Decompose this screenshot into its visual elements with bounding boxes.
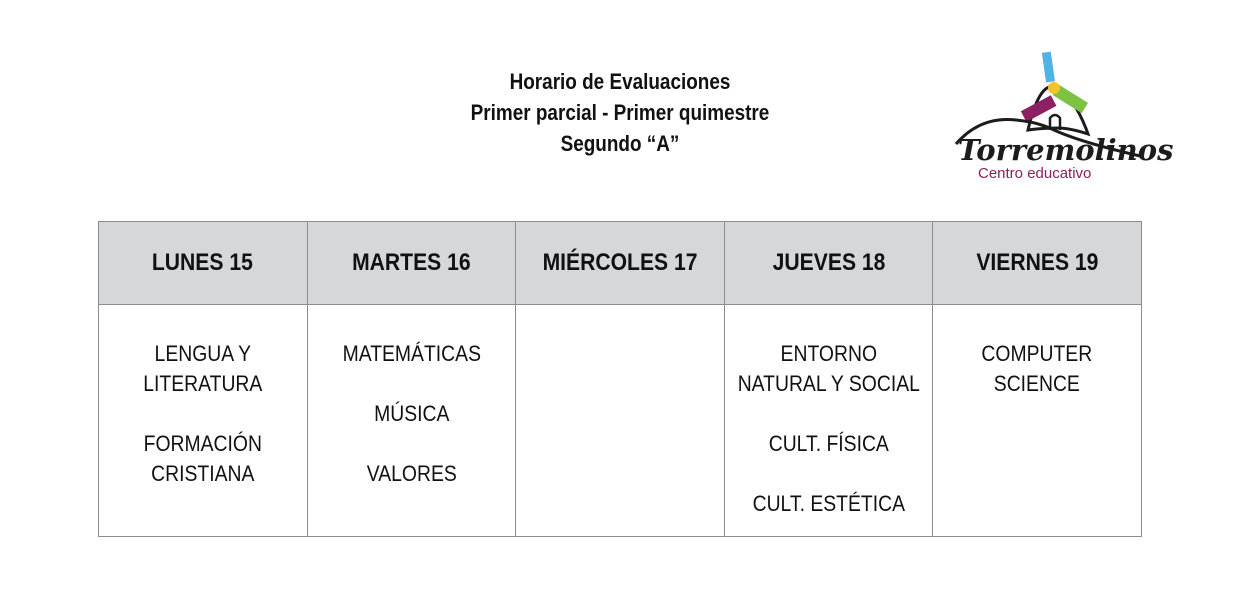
title-line-2: Primer parcial - Primer quimestre	[470, 100, 770, 125]
exam-schedule-table	[98, 221, 1142, 537]
day-cell-thursday	[724, 305, 933, 537]
blade-blue	[1042, 52, 1055, 83]
day-header-monday: LUNES 15	[99, 222, 308, 305]
day-cell-friday	[933, 305, 1142, 537]
day-cell-tuesday	[307, 305, 516, 537]
subject-item: COMPUTER SCIENCE	[981, 341, 1093, 396]
title-line-1: Horario de Evaluaciones	[509, 69, 731, 94]
day-header-friday: VIERNES 19	[933, 222, 1142, 305]
subject-item: LENGUA Y LITERATURA	[143, 341, 263, 396]
title-line-3: Segundo “A”	[560, 131, 680, 156]
subject-item: MATEMÁTICAS	[342, 341, 481, 366]
day-cell-monday	[99, 305, 308, 537]
subject-item: ENTORNO NATURAL Y SOCIAL	[737, 341, 920, 396]
logo-subtitle: Centro educativo	[978, 165, 1092, 182]
subject-item: CULT. FÍSICA	[768, 431, 889, 456]
day-header-thursday: JUEVES 18	[724, 222, 933, 305]
subject-item: FORMACIÓN CRISTIANA	[143, 431, 262, 486]
blade-hub	[1048, 82, 1060, 94]
schedule-subjects-row	[99, 305, 1142, 537]
subject-item: CULT. ESTÉTICA	[752, 491, 905, 516]
subject-item: VALORES	[366, 461, 457, 486]
schedule-header-row	[99, 222, 1142, 305]
document-title	[448, 66, 792, 159]
day-header-tuesday: MARTES 16	[307, 222, 516, 305]
school-logo	[950, 48, 1174, 184]
day-header-wednesday: MIÉRCOLES 17	[516, 222, 725, 305]
subject-item: MÚSICA	[373, 401, 450, 426]
day-cell-wednesday	[516, 305, 725, 537]
logo-name: Torremolinos	[958, 133, 1174, 167]
